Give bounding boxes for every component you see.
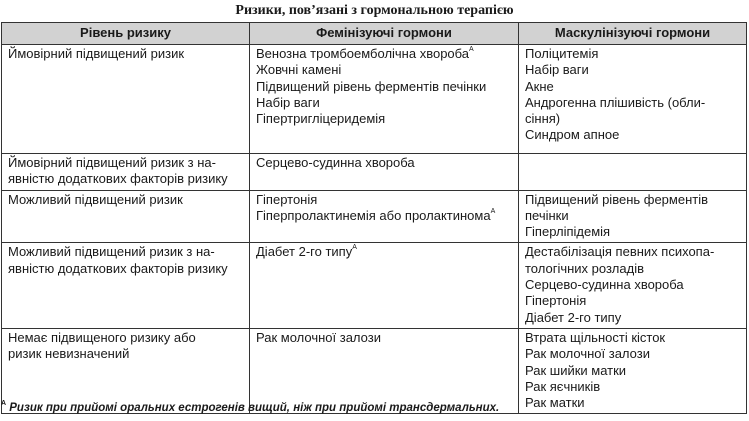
masculinizing-cell xyxy=(519,154,747,191)
feminizing-line xyxy=(256,95,518,111)
masculinizing-line xyxy=(525,95,746,111)
footnote-marker: A xyxy=(1,400,7,407)
cell-text: ризик невизначений xyxy=(8,346,130,362)
risk-level-cell xyxy=(2,154,250,191)
header-masculinizing: Маскулінізуючі гормони xyxy=(519,23,747,45)
cell-text: Гіперпролактинемія або пролактинома xyxy=(256,207,491,223)
table-row xyxy=(2,154,747,191)
cell-text: Гіпертонія xyxy=(525,293,587,309)
masculinizing-line xyxy=(525,111,746,127)
risk-level-line xyxy=(8,244,249,260)
masculinizing-line xyxy=(525,127,746,143)
cell-text: Поліцитемія xyxy=(525,46,599,61)
risk-level-line xyxy=(8,192,249,208)
feminizing-line xyxy=(256,46,518,62)
table-title: Ризики, пов’язані з гормональною терапією xyxy=(235,3,514,18)
feminizing-line xyxy=(256,79,518,95)
footnote-text: Ризик при прийомі оральних естрогенів вищий, ніж при прийомі трансдермальних. xyxy=(9,402,500,414)
cell-text: Набір ваги xyxy=(525,62,589,78)
cell-text: Підвищений рівень ферментів xyxy=(525,191,709,207)
cell-text: Гіперліпідемія xyxy=(525,224,611,240)
cell-text: Набір ваги xyxy=(256,94,320,110)
masculinizing-line xyxy=(525,293,746,309)
cell-text: Рак шийки матки xyxy=(525,362,627,378)
table-body xyxy=(2,45,747,414)
masculinizing-line xyxy=(525,208,746,224)
cell-text: Діабет 2-го типу xyxy=(256,244,353,260)
cell-text: тологічних розладів xyxy=(525,260,644,276)
footnote-ref-marker: A xyxy=(469,46,474,53)
feminizing-line xyxy=(256,192,518,208)
feminizing-line xyxy=(256,208,518,224)
risk-level-cell xyxy=(2,243,250,328)
masculinizing-line xyxy=(525,310,746,326)
cell-text: Діабет 2-го типу xyxy=(525,309,622,325)
feminizing-cell xyxy=(250,45,519,154)
masculinizing-line xyxy=(525,62,746,78)
cell-text: Жовчні камені xyxy=(256,62,342,78)
feminizing-line xyxy=(256,155,518,171)
cell-text: сіння) xyxy=(525,111,561,127)
masculinizing-line xyxy=(525,379,746,395)
cell-text: Серцево-судинна хвороба xyxy=(256,155,415,170)
risk-level-cell xyxy=(2,45,250,154)
cell-text: Рак молочної залози xyxy=(525,346,650,362)
masculinizing-line xyxy=(525,244,746,260)
cell-text: Синдром апное xyxy=(525,127,620,143)
cell-text: Рак яєчників xyxy=(525,378,601,394)
feminizing-cell xyxy=(250,154,519,191)
cell-text: явністю додаткових факторів ризику xyxy=(8,171,228,187)
risk-level-line xyxy=(8,330,249,346)
cell-text: Немає підвищеного ризику або xyxy=(8,329,196,345)
masculinizing-cell xyxy=(519,328,747,413)
table-row xyxy=(2,243,747,328)
risk-level-line xyxy=(8,261,249,277)
header-risk-level: Рівень ризику xyxy=(2,23,250,45)
header-row xyxy=(2,23,747,45)
hormone-risk-table xyxy=(1,22,747,414)
footnote xyxy=(1,400,499,416)
cell-text: Андрогенна плішивість (обли- xyxy=(525,94,706,110)
masculinizing-line xyxy=(525,224,746,240)
risk-level-cell xyxy=(2,190,250,243)
masculinizing-line xyxy=(525,330,746,346)
cell-text: Втрата щільності кісток xyxy=(525,329,666,345)
feminizing-cell xyxy=(250,190,519,243)
cell-text: Гіпертонія xyxy=(256,191,318,207)
cell-text: печінки xyxy=(525,207,569,223)
masculinizing-line xyxy=(525,46,746,62)
masculinizing-line xyxy=(525,79,746,95)
cell-text: Венозна тромбоемболічна хвороба xyxy=(256,46,470,61)
risk-level-line xyxy=(8,346,249,362)
feminizing-line xyxy=(256,62,518,78)
feminizing-line xyxy=(256,244,518,260)
cell-text: Рак матки xyxy=(525,395,585,411)
cell-text: Гіпертригліцеридемія xyxy=(256,111,386,127)
masculinizing-line xyxy=(525,261,746,277)
footnote-ref-marker: A xyxy=(490,207,496,215)
cell-text: Підвищений рівень ферментів печінки xyxy=(256,78,487,94)
masculinizing-line xyxy=(525,363,746,379)
header-feminizing: Фемінізуючі гормони xyxy=(250,23,519,45)
masculinizing-cell xyxy=(519,45,747,154)
masculinizing-cell xyxy=(519,190,747,243)
masculinizing-line xyxy=(525,277,746,293)
cell-text: Акне xyxy=(525,78,554,94)
risk-level-line xyxy=(8,155,249,171)
cell-text: Ймовірний підвищений ризик з на- xyxy=(8,155,216,170)
feminizing-line xyxy=(256,330,518,346)
cell-text: Рак молочної залози xyxy=(256,329,381,345)
cell-text: Можливий підвищений ризик xyxy=(8,191,183,207)
footnote-ref-marker: A xyxy=(352,244,357,252)
table-row xyxy=(2,190,747,243)
masculinizing-cell xyxy=(519,243,747,328)
table-row xyxy=(2,45,747,154)
masculinizing-line xyxy=(525,192,746,208)
cell-text: Серцево-судинна хвороба xyxy=(525,277,684,293)
masculinizing-line xyxy=(525,395,746,411)
risk-level-line xyxy=(8,171,249,187)
feminizing-cell xyxy=(250,243,519,328)
feminizing-line xyxy=(256,111,518,127)
cell-text: явністю додаткових факторів ризику xyxy=(8,260,228,276)
risk-level-line xyxy=(8,46,249,62)
cell-text: Ймовірний підвищений ризик xyxy=(8,46,185,61)
masculinizing-line xyxy=(525,346,746,362)
cell-text: Дестабілізація певних психопа- xyxy=(525,244,715,260)
cell-text: Можливий підвищений ризик з на- xyxy=(8,244,215,260)
